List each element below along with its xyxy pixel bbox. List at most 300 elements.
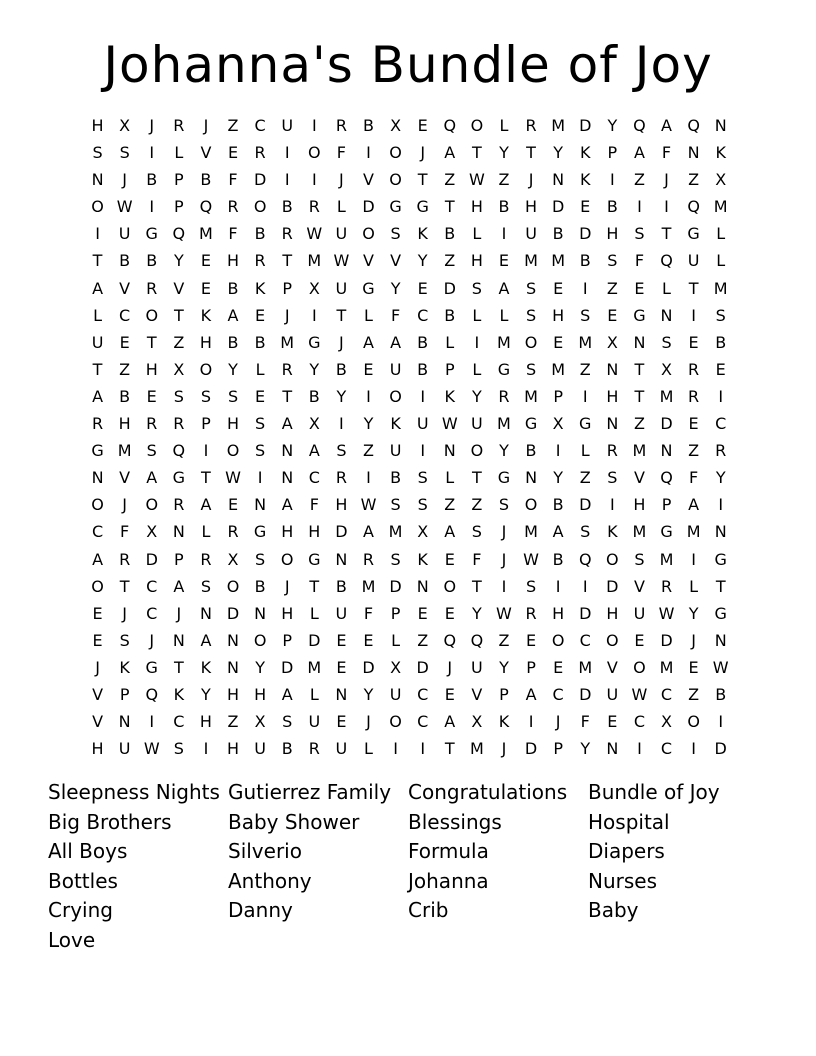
- grid-letter: P: [499, 684, 509, 704]
- grid-letter: D: [362, 657, 375, 677]
- grid-letter: D: [308, 630, 321, 650]
- grid-letter: H: [254, 684, 267, 704]
- grid-letter: E: [553, 278, 564, 298]
- grid-letter: E: [688, 657, 699, 677]
- word-list-item: Silverio: [228, 839, 302, 864]
- grid-letter: B: [362, 116, 374, 135]
- grid-letter: G: [172, 468, 186, 488]
- grid-letter: R: [119, 549, 131, 569]
- grid-letter: T: [282, 251, 293, 271]
- grid-letter: E: [634, 278, 645, 298]
- grid-letter: U: [606, 684, 619, 704]
- grid-letter: N: [714, 630, 727, 650]
- grid-letter: L: [580, 441, 590, 461]
- word-list-item: Big Brothers: [48, 809, 172, 834]
- grid-letter: X: [146, 522, 158, 542]
- grid-letter: H: [470, 197, 483, 217]
- grid-letter: A: [498, 278, 510, 298]
- grid-letter: R: [200, 549, 212, 569]
- grid-letter: S: [471, 278, 482, 298]
- grid-letter: S: [580, 305, 591, 325]
- grid-letter: I: [95, 224, 100, 244]
- grid-letter: B: [715, 332, 727, 352]
- grid-letter: Z: [688, 441, 700, 461]
- grid-letter: H: [227, 251, 240, 271]
- grid-letter: A: [444, 712, 456, 732]
- grid-letter: D: [551, 197, 565, 217]
- grid-letter: D: [226, 603, 240, 623]
- grid-letter: A: [281, 684, 293, 704]
- grid-letter: U: [308, 712, 321, 732]
- grid-letter: I: [718, 495, 724, 515]
- grid-letter: F: [309, 495, 319, 515]
- grid-letter: B: [417, 332, 429, 352]
- grid-letter: N: [227, 630, 239, 650]
- grid-letter: I: [528, 712, 534, 732]
- grid-letter: M: [632, 441, 647, 461]
- grid-letter: E: [580, 197, 591, 217]
- grid-letter: K: [119, 657, 130, 677]
- grid-letter: N: [660, 441, 673, 461]
- grid-letter: C: [146, 576, 158, 596]
- grid-letter: D: [145, 549, 158, 569]
- grid-letter: U: [281, 116, 294, 135]
- grid-letter: A: [363, 332, 374, 352]
- word-list-item: All Boys: [48, 839, 128, 864]
- grid-letter: N: [606, 359, 619, 379]
- grid-letter: Q: [145, 684, 159, 704]
- grid-letter: G: [416, 197, 429, 217]
- grid-letter: A: [444, 522, 456, 542]
- grid-letter: A: [146, 468, 158, 488]
- grid-letter: T: [173, 305, 184, 325]
- grid-letter: Z: [471, 495, 483, 515]
- grid-letter: X: [390, 657, 402, 677]
- grid-letter: N: [416, 576, 429, 596]
- grid-letter: I: [203, 441, 209, 461]
- grid-letter: Y: [688, 603, 699, 623]
- grid-letter: M: [524, 386, 538, 406]
- grid-letter: A: [200, 630, 212, 650]
- grid-letter: C: [91, 522, 104, 542]
- grid-letter: O: [91, 576, 104, 596]
- grid-letter: X: [119, 116, 131, 135]
- grid-letter: T: [661, 224, 672, 244]
- word-list-item: Crying: [48, 898, 113, 923]
- grid-letter: M: [469, 739, 484, 759]
- grid-letter: R: [173, 495, 185, 515]
- grid-letter: J: [528, 170, 534, 190]
- grid-letter: Y: [499, 143, 509, 163]
- grid-letter: T: [336, 305, 347, 325]
- grid-letter: U: [687, 251, 700, 271]
- grid-letter: Z: [173, 332, 185, 352]
- word-list-item: Hospital: [588, 809, 670, 834]
- grid-letter: V: [119, 468, 131, 488]
- grid-letter: I: [284, 170, 290, 190]
- grid-letter: M: [497, 332, 511, 352]
- grid-letter: S: [634, 224, 645, 244]
- grid-letter: R: [227, 197, 239, 217]
- grid-letter: S: [525, 359, 537, 379]
- grid-letter: I: [393, 739, 398, 759]
- grid-letter: O: [443, 576, 457, 596]
- grid-letter: B: [498, 197, 510, 217]
- grid-letter: Z: [688, 170, 700, 190]
- grid-letter: V: [363, 251, 374, 271]
- grid-letter: B: [281, 739, 293, 759]
- grid-letter: K: [254, 278, 266, 298]
- grid-letter: R: [362, 549, 375, 569]
- grid-letter: M: [659, 549, 674, 569]
- grid-letter: F: [363, 603, 374, 623]
- grid-letter: J: [664, 170, 669, 190]
- grid-letter: E: [607, 305, 618, 325]
- grid-letter: L: [716, 224, 726, 244]
- word-list-item: Baby Shower: [228, 809, 360, 834]
- grid-letter: B: [119, 386, 131, 406]
- grid-letter: D: [362, 197, 375, 217]
- grid-letter: S: [390, 224, 401, 244]
- grid-letter: E: [444, 549, 455, 569]
- grid-letter: D: [579, 684, 592, 704]
- grid-letter: I: [311, 305, 317, 325]
- grid-letter: D: [443, 278, 456, 298]
- grid-letter: D: [416, 657, 429, 677]
- grid-letter: N: [687, 143, 700, 163]
- grid-letter: O: [145, 305, 159, 325]
- grid-letter: O: [226, 441, 240, 461]
- grid-letter: W: [658, 603, 675, 623]
- grid-letter: X: [308, 414, 320, 434]
- grid-letter: U: [335, 224, 348, 244]
- grid-letter: N: [281, 441, 294, 461]
- grid-letter: J: [149, 116, 155, 135]
- grid-letter: N: [335, 684, 348, 704]
- grid-letter: P: [444, 359, 455, 379]
- grid-letter: K: [200, 657, 212, 677]
- grid-letter: I: [311, 116, 317, 135]
- grid-letter: V: [92, 684, 104, 704]
- grid-letter: M: [524, 522, 538, 542]
- grid-letter: G: [389, 197, 402, 217]
- grid-letter: H: [118, 414, 131, 434]
- grid-letter: A: [200, 495, 212, 515]
- grid-letter: N: [281, 468, 294, 488]
- grid-letter: F: [661, 143, 672, 163]
- grid-letter: P: [607, 143, 618, 163]
- grid-letter: Z: [444, 495, 456, 515]
- grid-letter: P: [390, 603, 401, 623]
- grid-letter: W: [360, 495, 377, 515]
- grid-letter: Y: [173, 251, 184, 271]
- grid-letter: E: [255, 305, 266, 325]
- grid-letter: U: [335, 603, 348, 623]
- grid-letter: D: [253, 170, 267, 190]
- grid-letter: X: [661, 712, 672, 732]
- grid-letter: U: [254, 739, 266, 759]
- grid-letter: Q: [199, 197, 213, 217]
- grid-letter: D: [660, 414, 673, 434]
- grid-letter: Y: [471, 386, 482, 406]
- grid-letter: I: [420, 441, 426, 461]
- grid-letter: H: [199, 712, 212, 732]
- grid-letter: Y: [553, 143, 564, 163]
- grid-letter: L: [391, 630, 401, 650]
- grid-letter: O: [606, 549, 619, 569]
- word-search-grid: [84, 112, 734, 762]
- grid-letter: W: [441, 414, 458, 434]
- grid-letter: F: [228, 224, 238, 244]
- grid-letter: O: [470, 116, 484, 135]
- grid-letter: O: [362, 224, 375, 244]
- grid-letter: P: [174, 549, 184, 569]
- grid-letter: D: [714, 739, 727, 759]
- grid-letter: C: [173, 712, 185, 732]
- grid-letter: I: [718, 386, 724, 406]
- grid-letter: I: [149, 143, 155, 163]
- grid-letter: X: [227, 549, 239, 569]
- grid-letter: I: [718, 712, 724, 732]
- grid-letter: U: [633, 603, 646, 623]
- grid-letter: E: [444, 603, 455, 623]
- grid-letter: L: [364, 739, 373, 759]
- grid-letter: U: [416, 414, 429, 434]
- grid-letter: S: [200, 576, 211, 596]
- grid-letter: J: [122, 170, 127, 190]
- grid-letter: I: [637, 739, 642, 759]
- grid-letter: P: [174, 170, 184, 190]
- grid-letter: I: [366, 468, 371, 488]
- grid-letter: A: [227, 305, 239, 325]
- grid-letter: Q: [687, 116, 700, 135]
- grid-letter: D: [579, 495, 592, 515]
- grid-letter: S: [200, 386, 211, 406]
- grid-letter: S: [255, 549, 266, 569]
- grid-letter: Y: [336, 386, 347, 406]
- grid-letter: K: [200, 305, 212, 325]
- grid-letter: M: [551, 116, 566, 135]
- grid-letter: W: [496, 603, 512, 623]
- grid-letter: J: [501, 549, 507, 569]
- grid-letter: C: [146, 603, 158, 623]
- grid-letter: I: [582, 386, 588, 406]
- grid-letter: B: [579, 251, 591, 271]
- grid-letter: H: [91, 116, 104, 135]
- grid-letter: N: [552, 170, 565, 190]
- grid-letter: H: [552, 305, 565, 325]
- grid-letter: E: [336, 712, 347, 732]
- grid-letter: Y: [553, 468, 564, 488]
- grid-letter: V: [390, 251, 402, 271]
- grid-letter: U: [91, 332, 104, 352]
- grid-letter: W: [116, 197, 133, 217]
- grid-letter: E: [119, 332, 130, 352]
- grid-letter: X: [308, 278, 320, 298]
- grid-letter: G: [145, 657, 158, 677]
- grid-letter: G: [633, 305, 646, 325]
- grid-letter: M: [713, 197, 728, 217]
- grid-letter: E: [444, 684, 455, 704]
- grid-letter: R: [606, 441, 618, 461]
- grid-letter: S: [634, 549, 645, 569]
- word-list-item: Bottles: [48, 868, 118, 893]
- grid-letter: H: [199, 332, 212, 352]
- grid-letter: C: [552, 684, 564, 704]
- grid-letter: D: [335, 522, 348, 542]
- grid-letter: F: [580, 712, 590, 732]
- grid-letter: K: [417, 549, 428, 569]
- grid-letter: U: [118, 224, 131, 244]
- grid-letter: L: [93, 305, 102, 325]
- grid-letter: J: [122, 603, 127, 623]
- grid-letter: G: [253, 522, 267, 542]
- grid-letter: I: [311, 170, 317, 190]
- grid-letter: Z: [227, 116, 239, 135]
- grid-letter: N: [714, 116, 727, 135]
- grid-letter: P: [553, 739, 563, 759]
- grid-letter: F: [390, 305, 401, 325]
- grid-letter: X: [390, 116, 402, 135]
- grid-letter: I: [339, 414, 344, 434]
- grid-letter: O: [308, 143, 321, 163]
- grid-letter: Q: [470, 630, 484, 650]
- grid-letter: I: [203, 739, 209, 759]
- grid-letter: A: [390, 332, 402, 352]
- grid-letter: G: [91, 441, 104, 461]
- grid-letter: Y: [471, 603, 482, 623]
- grid-letter: A: [308, 441, 320, 461]
- grid-letter: U: [118, 739, 131, 759]
- grid-letter: S: [525, 278, 537, 298]
- grid-letter: B: [715, 684, 727, 704]
- grid-letter: E: [417, 603, 428, 623]
- grid-letter: A: [173, 576, 185, 596]
- grid-letter: F: [228, 170, 238, 190]
- grid-letter: I: [582, 278, 588, 298]
- grid-letter: Q: [443, 630, 457, 650]
- grid-letter: R: [254, 251, 266, 271]
- grid-letter: O: [199, 359, 213, 379]
- grid-letter: E: [417, 116, 428, 135]
- grid-letter: V: [92, 712, 104, 732]
- grid-letter: K: [173, 684, 185, 704]
- grid-letter: W: [306, 224, 323, 244]
- grid-letter: Z: [363, 441, 374, 461]
- grid-letter: R: [254, 143, 266, 163]
- grid-letter: S: [255, 441, 266, 461]
- grid-letter: T: [146, 332, 157, 352]
- grid-letter: Y: [363, 684, 374, 704]
- grid-letter: M: [551, 359, 566, 379]
- grid-letter: A: [552, 522, 564, 542]
- grid-letter: P: [119, 684, 130, 704]
- grid-letter: J: [284, 305, 290, 325]
- grid-letter: A: [363, 522, 374, 542]
- grid-letter: T: [92, 359, 103, 379]
- grid-letter: R: [525, 603, 537, 623]
- grid-letter: N: [172, 630, 185, 650]
- grid-letter: P: [174, 197, 184, 217]
- grid-letter: L: [472, 359, 482, 379]
- grid-letter: G: [362, 278, 375, 298]
- grid-letter: Z: [579, 468, 591, 488]
- grid-letter: G: [579, 414, 592, 434]
- grid-letter: G: [308, 549, 321, 569]
- grid-letter: B: [552, 495, 564, 515]
- grid-letter: Q: [660, 468, 673, 488]
- grid-letter: H: [91, 739, 104, 759]
- grid-letter: X: [552, 414, 564, 434]
- grid-letter: V: [363, 170, 374, 190]
- grid-letter: R: [173, 414, 185, 434]
- grid-letter: R: [281, 224, 293, 244]
- grid-letter: W: [333, 251, 350, 271]
- grid-letter: I: [420, 386, 426, 406]
- grid-letter: I: [609, 495, 615, 515]
- grid-letter: A: [92, 549, 104, 569]
- grid-letter: B: [444, 224, 456, 244]
- grid-letter: M: [659, 386, 674, 406]
- grid-letter: O: [389, 386, 402, 406]
- grid-letter: N: [118, 712, 131, 732]
- grid-letter: J: [203, 116, 209, 135]
- grid-letter: S: [525, 305, 537, 325]
- page-title: Johanna's Bundle of Joy: [103, 36, 713, 94]
- grid-letter: J: [176, 603, 182, 623]
- grid-letter: W: [523, 549, 539, 569]
- grid-letter: L: [255, 359, 265, 379]
- grid-letter: U: [389, 684, 402, 704]
- grid-letter: R: [335, 116, 347, 135]
- grid-letter: Q: [172, 441, 186, 461]
- grid-letter: I: [366, 143, 371, 163]
- grid-letter: S: [607, 251, 618, 271]
- grid-letter: L: [472, 224, 482, 244]
- grid-letter: M: [307, 657, 322, 677]
- grid-letter: Q: [687, 197, 700, 217]
- grid-letter: K: [607, 522, 618, 542]
- grid-letter: Y: [390, 278, 401, 298]
- grid-letter: E: [92, 603, 103, 623]
- grid-letter: T: [282, 386, 293, 406]
- grid-letter: E: [607, 712, 618, 732]
- grid-letter: R: [525, 116, 537, 135]
- grid-letter: E: [525, 630, 537, 650]
- grid-letter: H: [308, 522, 321, 542]
- grid-letter: W: [631, 684, 648, 704]
- grid-letter: O: [687, 712, 700, 732]
- grid-letter: I: [366, 386, 371, 406]
- grid-letter: L: [499, 305, 509, 325]
- grid-letter: E: [715, 359, 726, 379]
- grid-letter: C: [660, 739, 673, 759]
- grid-letter: D: [389, 576, 402, 596]
- grid-letter: E: [634, 630, 645, 650]
- grid-letter: E: [553, 332, 564, 352]
- grid-letter: F: [336, 143, 346, 163]
- grid-letter: O: [280, 549, 294, 569]
- grid-letter: I: [691, 305, 696, 325]
- grid-letter: T: [309, 576, 320, 596]
- word-list-item: Formula: [408, 839, 489, 864]
- grid-letter: T: [173, 657, 184, 677]
- grid-letter: M: [307, 251, 322, 271]
- grid-letter: H: [606, 224, 619, 244]
- grid-letter: E: [92, 630, 103, 650]
- grid-letter: M: [388, 522, 403, 542]
- grid-letter: T: [92, 251, 103, 271]
